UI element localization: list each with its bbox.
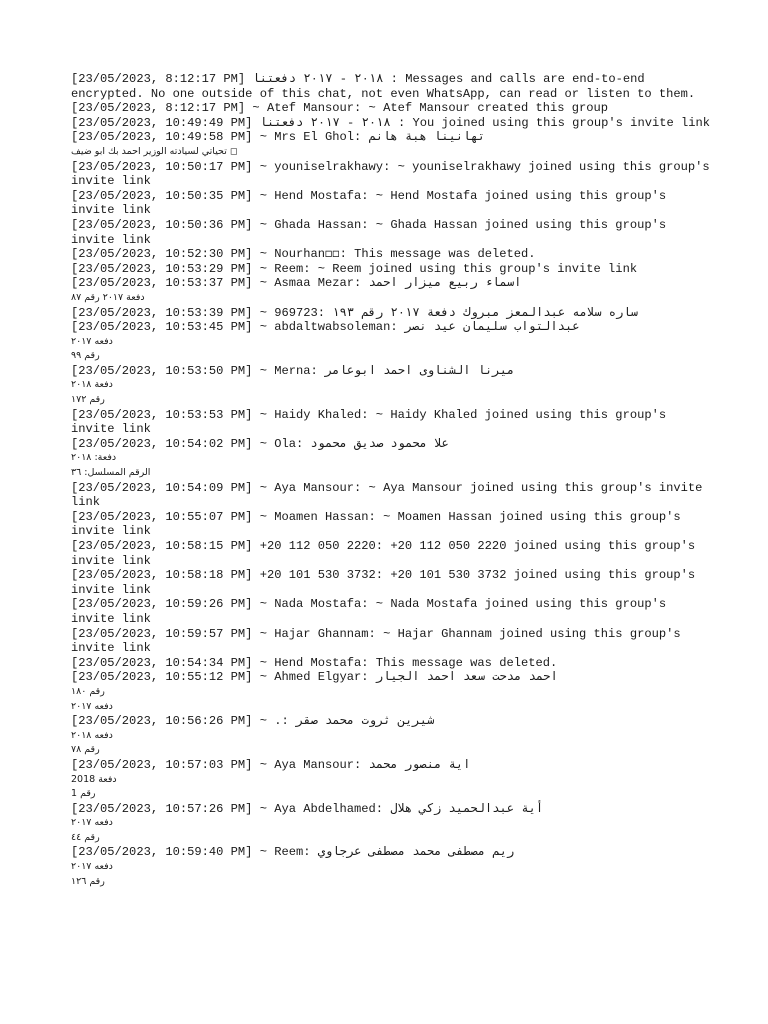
chat-line: رقم 1 xyxy=(71,788,96,800)
chat-line: [23/05/2023, 10:53:29 PM] ~ Reem: ~ Reem joined using this group's invite link xyxy=(71,261,638,276)
chat-line: رقم ١٨٠ xyxy=(71,685,105,697)
chat-line: الرقم المسلسل: ٣٦ xyxy=(71,467,151,479)
chat-line: [23/05/2023, 10:54:09 PM] ~ Aya Mansour: ~ Aya Mansour joined using this group's invite link xyxy=(71,480,710,510)
chat-line: رقم ١٢٦ xyxy=(71,875,105,887)
chat-line: دفعة: ٢٠١٨ xyxy=(71,452,117,464)
chat-line: دفعه ٢٠١٧ xyxy=(71,861,113,873)
chat-line: دفعة 2018 xyxy=(71,773,117,785)
chat-line: دفعه ٢٠١٨ xyxy=(71,729,113,741)
chat-line: رقم ٩٩ xyxy=(71,350,100,362)
chat-line: دفعه ٢٠١٧ xyxy=(71,700,113,712)
chat-line: [23/05/2023, 8:12:17 PM] ٢٠١٨ - ٢٠١٧ دفعتنا : Messages and calls are end-to-end encrypted. No one outside of this chat, not even WhatsApp, can read or listen to them. xyxy=(71,72,696,101)
chat-line: رقم ٧٨ xyxy=(71,744,100,756)
chat-line: [23/05/2023, 10:53:39 PM] ~ 969723: ساره سلامه عبدالمعز مبروك دفعة ٢٠١٧ رقم ١٩٣ xyxy=(71,305,638,320)
chat-line: [23/05/2023, 10:58:15 PM] +20 112 050 2220: +20 112 050 2220 joined using this group's invite link xyxy=(71,539,703,568)
chat-line: [23/05/2023, 10:52:30 PM] ~ Nourhan◻◻: This message was deleted. xyxy=(71,247,536,262)
chat-line: [23/05/2023, 10:50:35 PM] ~ Hend Mostafa: ~ Hend Mostafa joined using this group's invite link xyxy=(71,188,674,218)
chat-line: [23/05/2023, 10:55:07 PM] ~ Moamen Hassan: ~ Moamen Hassan joined using this group's invite link xyxy=(71,509,688,539)
chat-line: رقم ١٧٢ xyxy=(71,394,105,406)
chat-line: [23/05/2023, 10:49:58 PM] ~ Mrs El Ghol: تهانينا هبة هانم xyxy=(71,130,486,145)
chat-line: [23/05/2023, 10:50:36 PM] ~ Ghada Hassan: ~ Ghada Hassan joined using this group's invite link xyxy=(71,217,674,247)
chat-line: [23/05/2023, 10:59:57 PM] ~ Hajar Ghannam: ~ Hajar Ghannam joined using this group's invite link xyxy=(71,626,688,656)
chat-line: [23/05/2023, 10:53:37 PM] ~ Asmaa Mezar: اسماء ربيع ميزار احمد xyxy=(71,276,522,291)
chat-line: [23/05/2023, 10:59:40 PM] ~ Reem: ريم مصطفى محمد مصطفى عرجاوي xyxy=(71,845,515,860)
chat-line: دفعة ٢٠١٧ رقم ٨٧ xyxy=(71,291,145,303)
chat-export-text xyxy=(71,72,717,889)
chat-line: [23/05/2023, 10:50:17 PM] ~ youniselrakhawy: ~ youniselrakhawy joined using this group's invite link xyxy=(71,159,717,189)
chat-line: [23/05/2023, 8:12:17 PM] ~ Atef Mansour: ~ Atef Mansour created this group xyxy=(71,101,609,116)
chat-line: [23/05/2023, 10:57:03 PM] ~ Aya Mansour: اية منصور محمد xyxy=(71,757,471,772)
chat-line: [23/05/2023, 10:53:53 PM] ~ Haidy Khaled: ~ Haidy Khaled joined using this group's invite link xyxy=(71,407,674,437)
chat-line: دفعة ٢٠١٨ xyxy=(71,379,113,391)
chat-line: دفعه ٢٠١٧ xyxy=(71,817,113,829)
chat-line: دفعه ٢٠١٧ xyxy=(71,335,113,347)
chat-line: [23/05/2023, 10:49:49 PM] ٢٠١٨ - ٢٠١٧ دفعتنا : You joined using this group's invite link xyxy=(71,115,711,130)
chat-line: تحياتي لسيادته الوزير احمد بك ابو ضيف ◻ xyxy=(71,145,238,157)
chat-line: [23/05/2023, 10:56:26 PM] ~ .: شيرين ثروت محمد صقر xyxy=(71,714,435,729)
chat-line: [23/05/2023, 10:57:26 PM] ~ Aya Abdelhamed: أية عبدالحميد زكي هلال xyxy=(71,801,544,816)
chat-line: [23/05/2023, 10:53:50 PM] ~ Merna: ميرنا الشناوى احمد ابوعامر xyxy=(71,363,515,378)
chat-line: [23/05/2023, 10:53:45 PM] ~ abdaltwabsoleman: عبدالتواب سليمان عيد نصر xyxy=(71,320,580,335)
chat-line: [23/05/2023, 10:59:26 PM] ~ Nada Mostafa: ~ Nada Mostafa joined using this group's invite link xyxy=(71,597,674,626)
chat-line: رقم ٤٤ xyxy=(71,831,100,843)
chat-line: [23/05/2023, 10:54:34 PM] ~ Hend Mostafa: This message was deleted. xyxy=(71,655,558,670)
chat-line: [23/05/2023, 10:58:18 PM] +20 101 530 3732: +20 101 530 3732 joined using this group's invite link xyxy=(71,568,703,597)
chat-line: [23/05/2023, 10:55:12 PM] ~ Ahmed Elgyar: احمد مدحت سعد احمد الجيار xyxy=(71,670,558,685)
chat-line: [23/05/2023, 10:54:02 PM] ~ Ola: علا محمود صديق محمود xyxy=(71,436,449,451)
